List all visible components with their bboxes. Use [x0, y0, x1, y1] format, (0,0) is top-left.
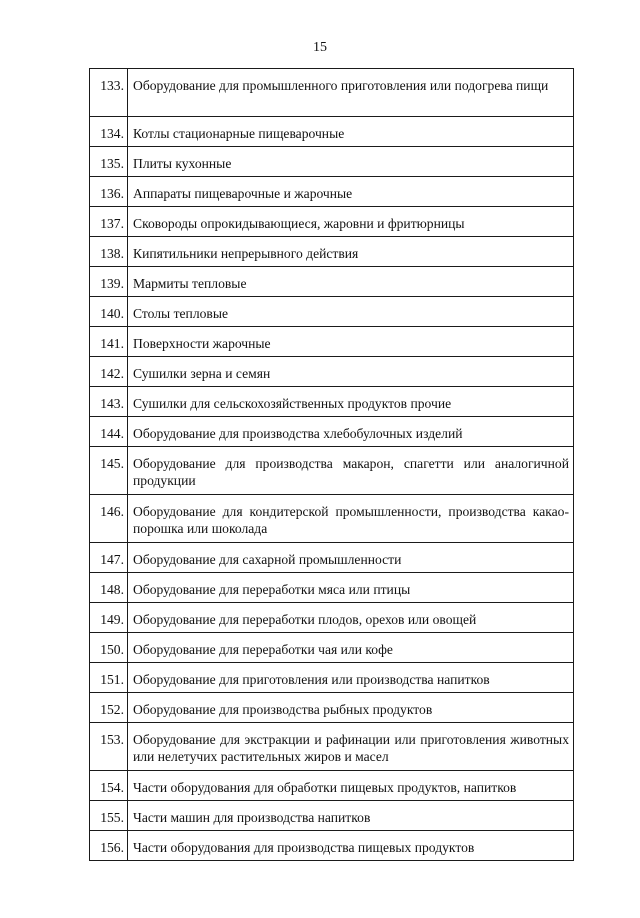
row-description: Аппараты пищеварочные и жарочные — [128, 177, 574, 207]
table-row — [90, 495, 574, 543]
table-row — [90, 633, 574, 663]
row-number: 148. — [90, 573, 128, 603]
row-number: 143. — [90, 387, 128, 417]
table-row — [90, 177, 574, 207]
page-number: 15 — [313, 40, 327, 55]
row-number: 141. — [90, 327, 128, 357]
row-description: Оборудование для промышленного приготовления или подогрева пищи — [128, 69, 574, 117]
row-number: 149. — [90, 603, 128, 633]
row-description: Оборудование для сахарной промышленности — [128, 543, 574, 573]
row-number: 151. — [90, 663, 128, 693]
row-number: 153. — [90, 723, 128, 771]
row-description: Столы тепловые — [128, 297, 574, 327]
row-description: Поверхности жарочные — [128, 327, 574, 357]
table-row — [90, 147, 574, 177]
table-row — [90, 603, 574, 633]
table-row — [90, 447, 574, 495]
row-description: Оборудование для переработки мяса или птицы — [128, 573, 574, 603]
row-description: Кипятильники непрерывного действия — [128, 237, 574, 267]
table-row — [90, 267, 574, 297]
row-number: 144. — [90, 417, 128, 447]
row-description: Оборудование для производства рыбных продуктов — [128, 693, 574, 723]
row-description: Сушилки для сельскохозяйственных продуктов прочие — [128, 387, 574, 417]
row-description: Части оборудования для обработки пищевых продуктов, напитков — [128, 771, 574, 801]
row-description: Оборудование для производства хлебобулочных изделий — [128, 417, 574, 447]
row-description: Котлы стационарные пищеварочные — [128, 117, 574, 147]
row-number: 135. — [90, 147, 128, 177]
row-number: 140. — [90, 297, 128, 327]
row-description: Оборудование для приготовления или производства напитков — [128, 663, 574, 693]
row-number: 139. — [90, 267, 128, 297]
row-number: 152. — [90, 693, 128, 723]
table-row — [90, 69, 574, 117]
table-row — [90, 207, 574, 237]
row-number: 146. — [90, 495, 128, 543]
row-description: Сушилки зерна и семян — [128, 357, 574, 387]
table-row — [90, 663, 574, 693]
row-number: 147. — [90, 543, 128, 573]
row-description: Части машин для производства напитков — [128, 801, 574, 831]
row-description: Плиты кухонные — [128, 147, 574, 177]
table-row — [90, 693, 574, 723]
table-row — [90, 417, 574, 447]
row-number: 150. — [90, 633, 128, 663]
table-row — [90, 237, 574, 267]
equipment-table — [89, 68, 574, 861]
row-number: 156. — [90, 831, 128, 861]
row-description: Сковороды опрокидывающиеся, жаровни и фритюрницы — [128, 207, 574, 237]
table-row — [90, 117, 574, 147]
row-description: Мармиты тепловые — [128, 267, 574, 297]
row-number: 145. — [90, 447, 128, 495]
table-row — [90, 357, 574, 387]
table-row — [90, 543, 574, 573]
row-number: 138. — [90, 237, 128, 267]
equipment-table-body — [90, 69, 574, 861]
row-number: 155. — [90, 801, 128, 831]
row-number: 136. — [90, 177, 128, 207]
row-number: 142. — [90, 357, 128, 387]
row-description: Оборудование для производства макарон, спагетти или аналогичной продукции — [128, 447, 574, 495]
row-number: 134. — [90, 117, 128, 147]
table-row — [90, 771, 574, 801]
row-description: Части оборудования для производства пищевых продуктов — [128, 831, 574, 861]
row-number: 133. — [90, 69, 128, 117]
row-description: Оборудование для переработки плодов, орехов или овощей — [128, 603, 574, 633]
table-row — [90, 831, 574, 861]
table-row — [90, 801, 574, 831]
table-row — [90, 327, 574, 357]
row-description: Оборудование для кондитерской промышленности, производства какао-порошка или шоколада — [128, 495, 574, 543]
table-row — [90, 297, 574, 327]
table-row — [90, 387, 574, 417]
table-row — [90, 573, 574, 603]
row-number: 154. — [90, 771, 128, 801]
row-description: Оборудование для экстракции и рафинации или приготовления животных или нелетучих растительных жиров и масел — [128, 723, 574, 771]
row-number: 137. — [90, 207, 128, 237]
row-description: Оборудование для переработки чая или кофе — [128, 633, 574, 663]
table-row — [90, 723, 574, 771]
